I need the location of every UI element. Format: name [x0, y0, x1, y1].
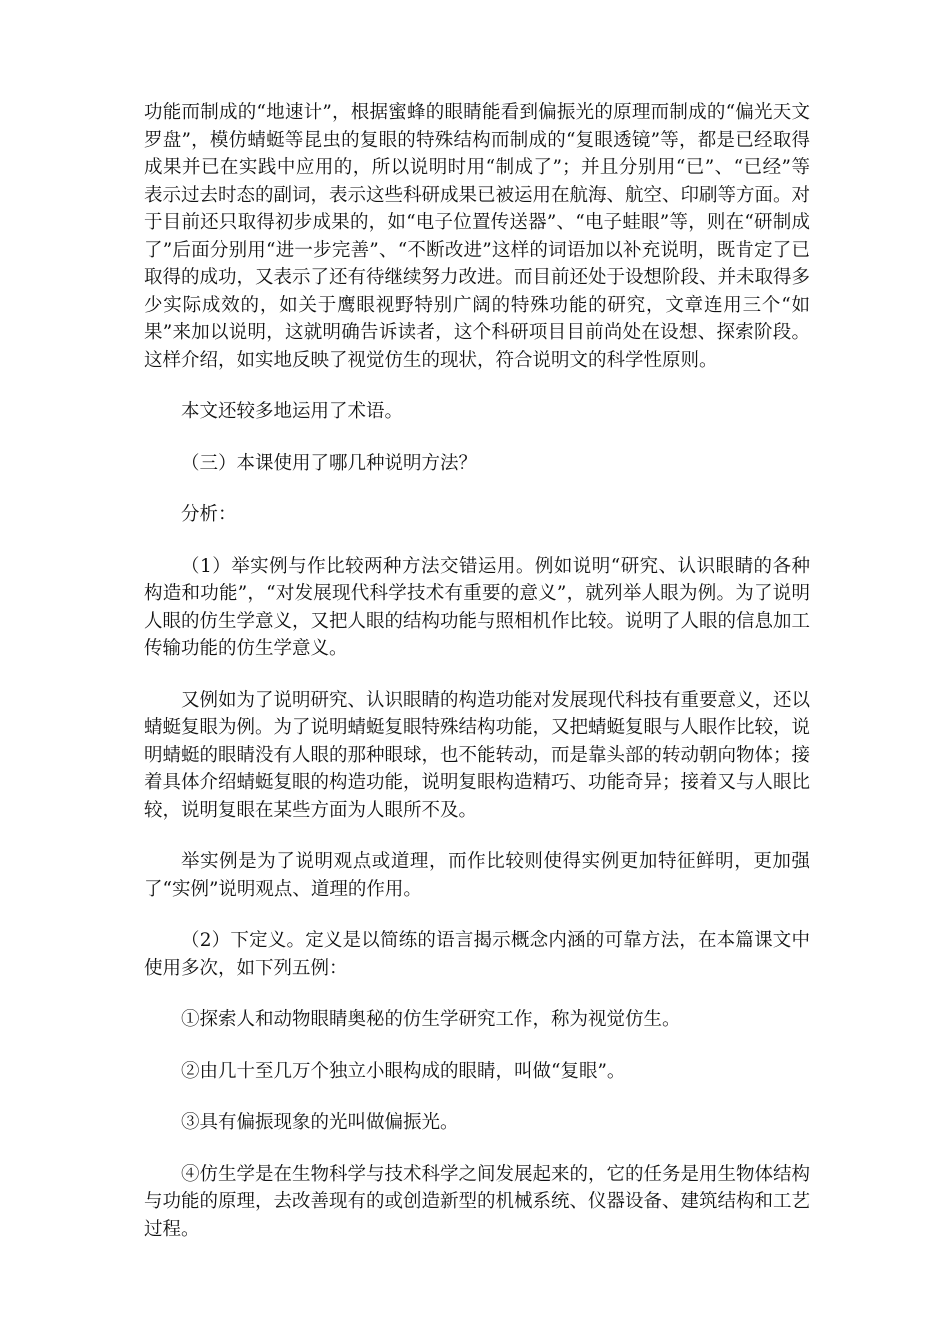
paragraph-dragonfly-example: 又例如为了说明研究、认识眼睛的构造功能对发展现代科技有重要意义，还以蜻蜓复眼为例。为了说明蜻蜓复眼特殊结构功能，又把蜻蜓复眼与人眼作比较，说明蜻蜓的眼睛没有人眼的那种眼球，也不能转动，而是靠头部的转动朝向物体；接着具体介绍蜻蜓复眼的构造功能，说明复眼构造精巧、功能奇异；接着又与人眼比较，说明复眼在某些方面为人眼所不及。: [144, 689, 811, 821]
paragraph-example-purpose: 举实例是为了说明观点或道理，而作比较则使得实例更加特征鲜明，更加强了“实例”说明观点、道理的作用。: [144, 851, 810, 900]
analysis-label: 分析：: [181, 504, 237, 525]
definition-item-3: ③具有偏振现象的光叫做偏振光。: [181, 1112, 459, 1133]
paragraph-terminology: 本文还较多地运用了术语。: [181, 401, 404, 422]
section-question-3: （三）本课使用了哪几种说明方法？: [181, 452, 478, 474]
definition-item-2: ②由几十至几万个独立小眼构成的眼睛，叫做“复眼”。: [181, 1060, 626, 1082]
paragraph-method-1: （1）举实例与作比较两种方法交错运用。例如说明“研究、认识眼睛的各种构造和功能”，“对发展现代科学技术有重要的意义”，就列举人眼为例。为了说明人眼的仿生学意义，又把人眼的结构功能与照相机作比较。说明了人眼的信息加工传输功能的仿生学意义。: [144, 555, 811, 659]
definition-item-4: ④仿生学是在生物科学与技术科学之间发展起来的，它的任务是用生物体结构与功能的原理，去改善现有的或创造新型的机械系统、仪器设备、建筑结构和工艺过程。: [144, 1163, 811, 1240]
paragraph-continued: 功能而制成的“地速计”，根据蜜蜂的眼睛能看到偏振光的原理而制成的“偏光天文罗盘”，模仿蜻蜓等昆虫的复眼的特殊结构而制成的“复眼透镜”等，都是已经取得成果并已在实践中应用的，所以说明时用“制成了”；并且分别用“已”、“已经”等表示过去时态的副词，表示这些科研成果已被运用在航海、航空、印刷等方面。对于目前还只取得初步成果的，如“电子位置传送器”、“电子蛙眼”等，则在“研制成了”后面分别用“进一步完善”、“不断改进”这样的词语加以补充说明，既肯定了已取得的成功，又表示了还有待继续努力改进。而目前还处于设想阶段、并未取得多少实际成效的，如关于鹰眼视野特别广阔的特殊功能的研究，文章连用三个“如果”来加以说明，这就明确告诉读者，这个科研项目目前尚处在设想、探索阶段。这样介绍，如实地反映了视觉仿生的现状，符合说明文的科学性原则。: [144, 102, 811, 371]
paragraph-method-2: （2）下定义。定义是以简练的语言揭示概念内涵的可靠方法，在本篇课文中使用多次，如下列五例：: [144, 930, 810, 979]
document-page: [144, 99, 810, 1267]
definition-item-1: ①探索人和动物眼睛奥秘的仿生学研究工作，称为视觉仿生。: [181, 1009, 681, 1030]
